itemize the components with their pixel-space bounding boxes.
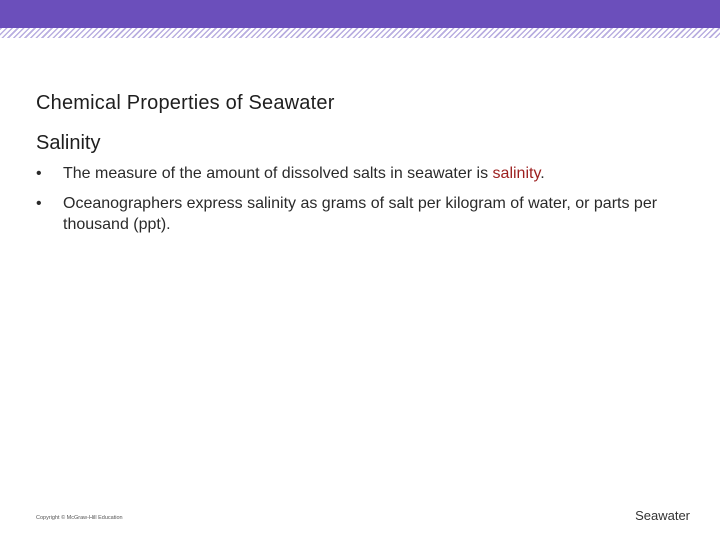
key-term-salinity: salinity <box>492 165 541 182</box>
bullet-item-salinity-units <box>36 193 676 235</box>
bullet-text-after: . <box>540 165 545 182</box>
bullet-icon: • <box>36 165 42 182</box>
slide-title: Chemical Properties of Seawater <box>36 92 335 114</box>
bullet-text: Oceanographers express salinity as grams of salt per kilogram of water, or parts per thousand (ppt). <box>63 195 658 233</box>
bullet-text-before: The measure of the amount of dissolved salts in seawater is <box>63 165 493 182</box>
header-band <box>0 0 720 28</box>
copyright-notice: Copyright © McGraw-Hill Education <box>36 515 123 521</box>
bullet-item-salinity-definition <box>36 163 676 184</box>
bullet-list <box>36 163 676 244</box>
header-hatch-stripe <box>0 28 720 38</box>
bullet-icon: • <box>36 195 42 212</box>
footer-chapter-label: Seawater <box>635 508 690 523</box>
slide-subtitle: Salinity <box>36 132 101 154</box>
